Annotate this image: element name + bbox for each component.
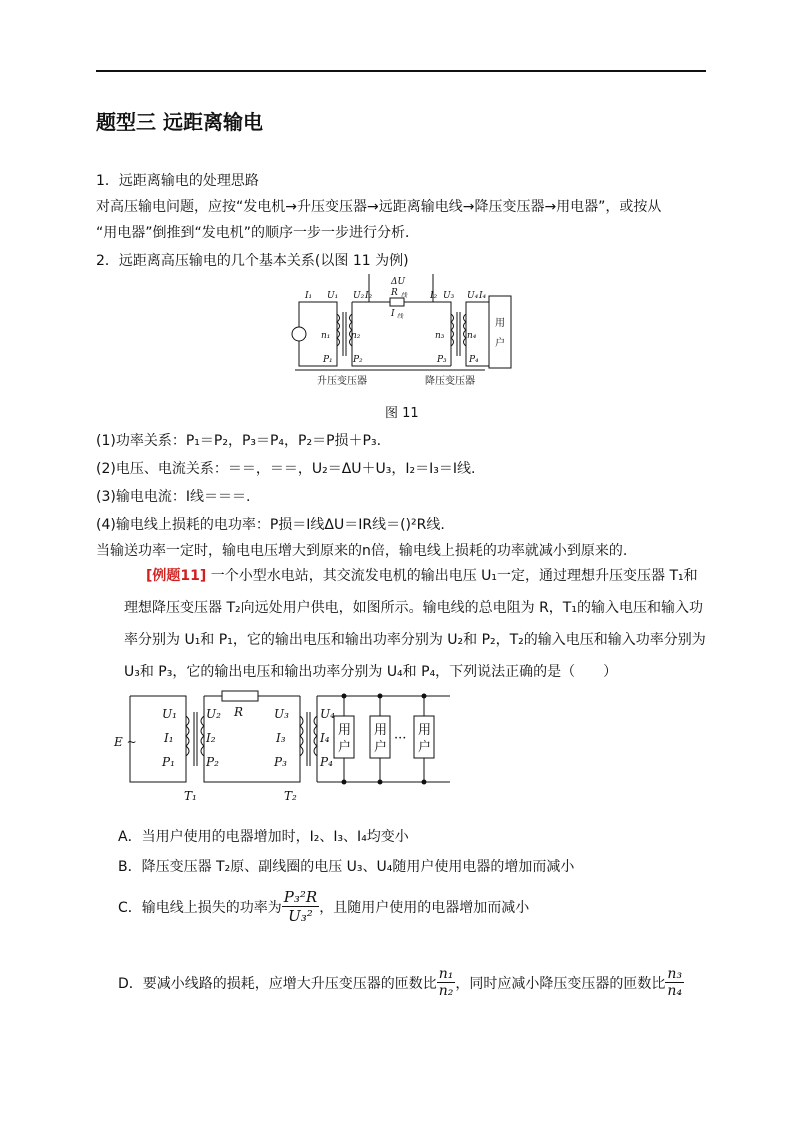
load3-bottom: 户	[418, 740, 432, 755]
fig-n1: n₁	[321, 331, 331, 341]
option-c-suffix: ，且随用户使用的电器增加而减小	[319, 899, 530, 916]
fig-n2: n₂	[351, 331, 361, 341]
circuit-i4: I₄	[320, 731, 330, 745]
fig-r-sub: 线	[401, 292, 408, 299]
relation-line-current: (3)输电电流：I线＝＝＝.	[96, 489, 251, 505]
figure-11-diagram	[285, 274, 525, 392]
fig-iline: I	[391, 309, 395, 319]
option-a: A．当用户使用的电器增加时，I₂、I₃、I₄均变小	[118, 829, 409, 845]
fig-du: ΔU	[391, 277, 406, 287]
option-c	[118, 888, 529, 925]
circuit-p1: P₁	[162, 755, 175, 769]
option-c-prefix: C．输电线上损失的功率为	[118, 899, 282, 916]
header-rule	[96, 70, 706, 72]
fig-step-up-label: 升压变压器	[317, 376, 367, 387]
option-d-fraction1	[437, 966, 456, 999]
fig-u2: U₂	[353, 291, 365, 301]
fig-user-top: 用	[495, 318, 505, 329]
relation-voltage-current: (2)电压、电流关系：＝＝，＝＝，U₂＝ΔU＋U₃，I₂＝I₃＝I线.	[96, 461, 476, 477]
fig-u4: U₄	[467, 291, 479, 301]
option-d-den2: n₄	[667, 983, 683, 999]
example-line1-text: 一个小型水电站，其交流发电机的输出电压 U₁一定，通过理想升压变压器 T₁和	[206, 568, 698, 584]
option-d	[118, 966, 684, 999]
fig-i4: I₄	[479, 291, 487, 301]
fig-n3: n₃	[435, 331, 445, 341]
circuit-i1: I₁	[164, 731, 174, 745]
example-circuit-diagram	[110, 686, 460, 806]
load-dots: ···	[394, 731, 407, 746]
fig-i2: I₂	[365, 291, 373, 301]
relation-line-loss: (4)输电线上损耗的电功率：P损＝I线ΔU＝IR线＝()²R线.	[96, 517, 445, 533]
load1-bottom: 户	[338, 740, 352, 755]
example-line4: U₃和 P₃，它的输出电压和输出功率分别为 U₄和 P₄，下列说法正确的是（ ）	[124, 664, 618, 680]
example-line2: 理想降压变压器 T₂向远处用户供电，如图所示。输电线的总电阻为 R，T₁的输入电压和输入功	[124, 600, 703, 616]
fig-r: R	[391, 288, 398, 298]
fig-i1: I₁	[305, 291, 313, 301]
circuit-u4: U₄	[320, 707, 335, 721]
fig-u3: U₃	[443, 291, 455, 301]
circuit-u3: U₃	[274, 707, 289, 721]
relation-power: (1)功率关系：P₁＝P₂，P₃＝P₄，P₂＝P损＋P₃.	[96, 433, 382, 449]
fig-n4: n₄	[467, 331, 477, 341]
load1-top: 用	[338, 723, 352, 738]
circuit-i3: I₃	[276, 731, 286, 745]
fig-p1: P₁	[323, 355, 333, 365]
fig-i2b: I₂	[430, 291, 438, 301]
section1-line1: 对高压输电问题，应按“发电机→升压变压器→远距离输电线→降压变压器→用电器”，或按从	[96, 199, 662, 215]
circuit-i2: I₂	[206, 731, 216, 745]
fig-user-bottom: 户	[495, 338, 505, 349]
option-d-fraction2	[665, 966, 684, 999]
circuit-t1: T₁	[184, 789, 197, 803]
circuit-u1: U₁	[162, 707, 177, 721]
option-c-fraction	[282, 888, 319, 925]
section2-heading: 2．远距离高压输电的几个基本关系(以图 11 为例)	[96, 253, 409, 269]
load3-top: 用	[418, 723, 432, 738]
section1-heading: 1．远距离输电的处理思路	[96, 173, 259, 189]
fig-u1: U₁	[327, 291, 339, 301]
circuit-e: E ~	[114, 735, 137, 749]
load2-top: 用	[374, 723, 388, 738]
fig-i-sub: 线	[397, 313, 404, 320]
example-line3: 率分别为 U₁和 P₁，它的输出电压和输出功率分别为 U₂和 P₂，T₂的输入电压和输入功率分别为	[124, 632, 706, 648]
option-c-numerator: P₃²R	[283, 888, 318, 906]
circuit-r: R	[234, 705, 244, 719]
option-d-prefix: D．要减小线路的损耗，应增大升压变压器的匝数比	[118, 975, 437, 992]
option-c-denominator: U₃²	[288, 907, 313, 925]
circuit-p2: P₂	[206, 755, 219, 769]
circuit-u2: U₂	[206, 707, 221, 721]
option-d-den1: n₂	[438, 983, 454, 999]
circuit-p4: P₄	[320, 755, 333, 769]
relation-conclusion: 当输送功率一定时，输电电压增大到原来的n倍，输电线上损耗的功率就减小到原来的.	[96, 543, 628, 559]
fig-p4: P₄	[469, 355, 479, 365]
fig-p3: P₃	[437, 355, 447, 365]
fig-p2: P₂	[353, 355, 363, 365]
option-b: B．降压变压器 T₂原、副线圈的电压 U₃、U₄随用户使用电器的增加而减小	[118, 859, 575, 875]
option-d-mid: ，同时应减小降压变压器的匝数比	[455, 975, 666, 992]
option-d-num1: n₁	[438, 966, 454, 982]
load2-bottom: 户	[374, 740, 388, 755]
circuit-p3: P₃	[274, 755, 287, 769]
figure-11-caption: 图 11	[385, 406, 419, 421]
circuit-t2: T₂	[284, 789, 297, 803]
fig-step-down-label: 降压变压器	[425, 376, 475, 387]
option-d-num2: n₃	[667, 966, 683, 982]
example-line1	[146, 560, 698, 592]
example-tag: [例题11]	[146, 568, 207, 584]
page-title: 题型三 远距离输电	[96, 110, 263, 134]
section1-line2: “用电器”倒推到“发电机”的顺序一步一步进行分析．	[96, 225, 420, 241]
